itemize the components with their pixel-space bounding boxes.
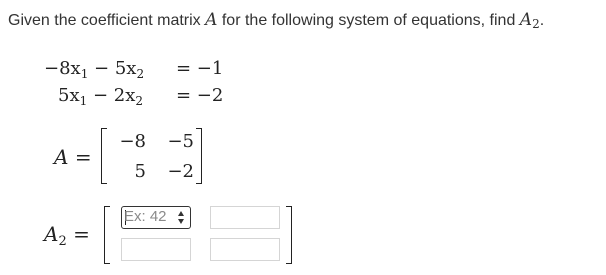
equation-2: $5x_1 - 2x_2$ xyxy=(58,85,144,108)
number-spinner-icon[interactable] xyxy=(178,211,185,224)
answer-input-r1c1[interactable] xyxy=(121,206,191,229)
matrix-a-cell: −5 xyxy=(167,131,194,152)
matrix-a-label: A = xyxy=(54,145,92,169)
equation-1: $-8x_1 - 5x_2$ xyxy=(44,58,145,81)
answer-input-r2c1[interactable] xyxy=(121,238,191,261)
matrix-a-cell: 5 xyxy=(134,161,146,182)
matrix-a-right-bracket xyxy=(196,128,202,184)
target-symbol: A xyxy=(519,10,533,30)
question-text: Given the coefficient matrix A for the following system of equations, find A2. xyxy=(8,10,545,31)
matrix-a-left-bracket xyxy=(101,128,107,184)
matrix-symbol: A xyxy=(205,10,218,30)
answer-label: $A_2$ = xyxy=(44,222,90,249)
matrix-a-cell: −8 xyxy=(119,131,146,152)
matrix-a-cell: −2 xyxy=(167,161,194,182)
answer-right-bracket xyxy=(286,206,292,264)
answer-left-bracket xyxy=(104,206,110,264)
equation-2-rhs: = −2 xyxy=(176,85,224,106)
equation-1-rhs: = −1 xyxy=(176,58,224,79)
input-placeholder: Ex: 42 xyxy=(124,208,167,225)
answer-input-r1c2[interactable] xyxy=(210,206,280,229)
answer-input-r2c2[interactable] xyxy=(210,238,280,261)
